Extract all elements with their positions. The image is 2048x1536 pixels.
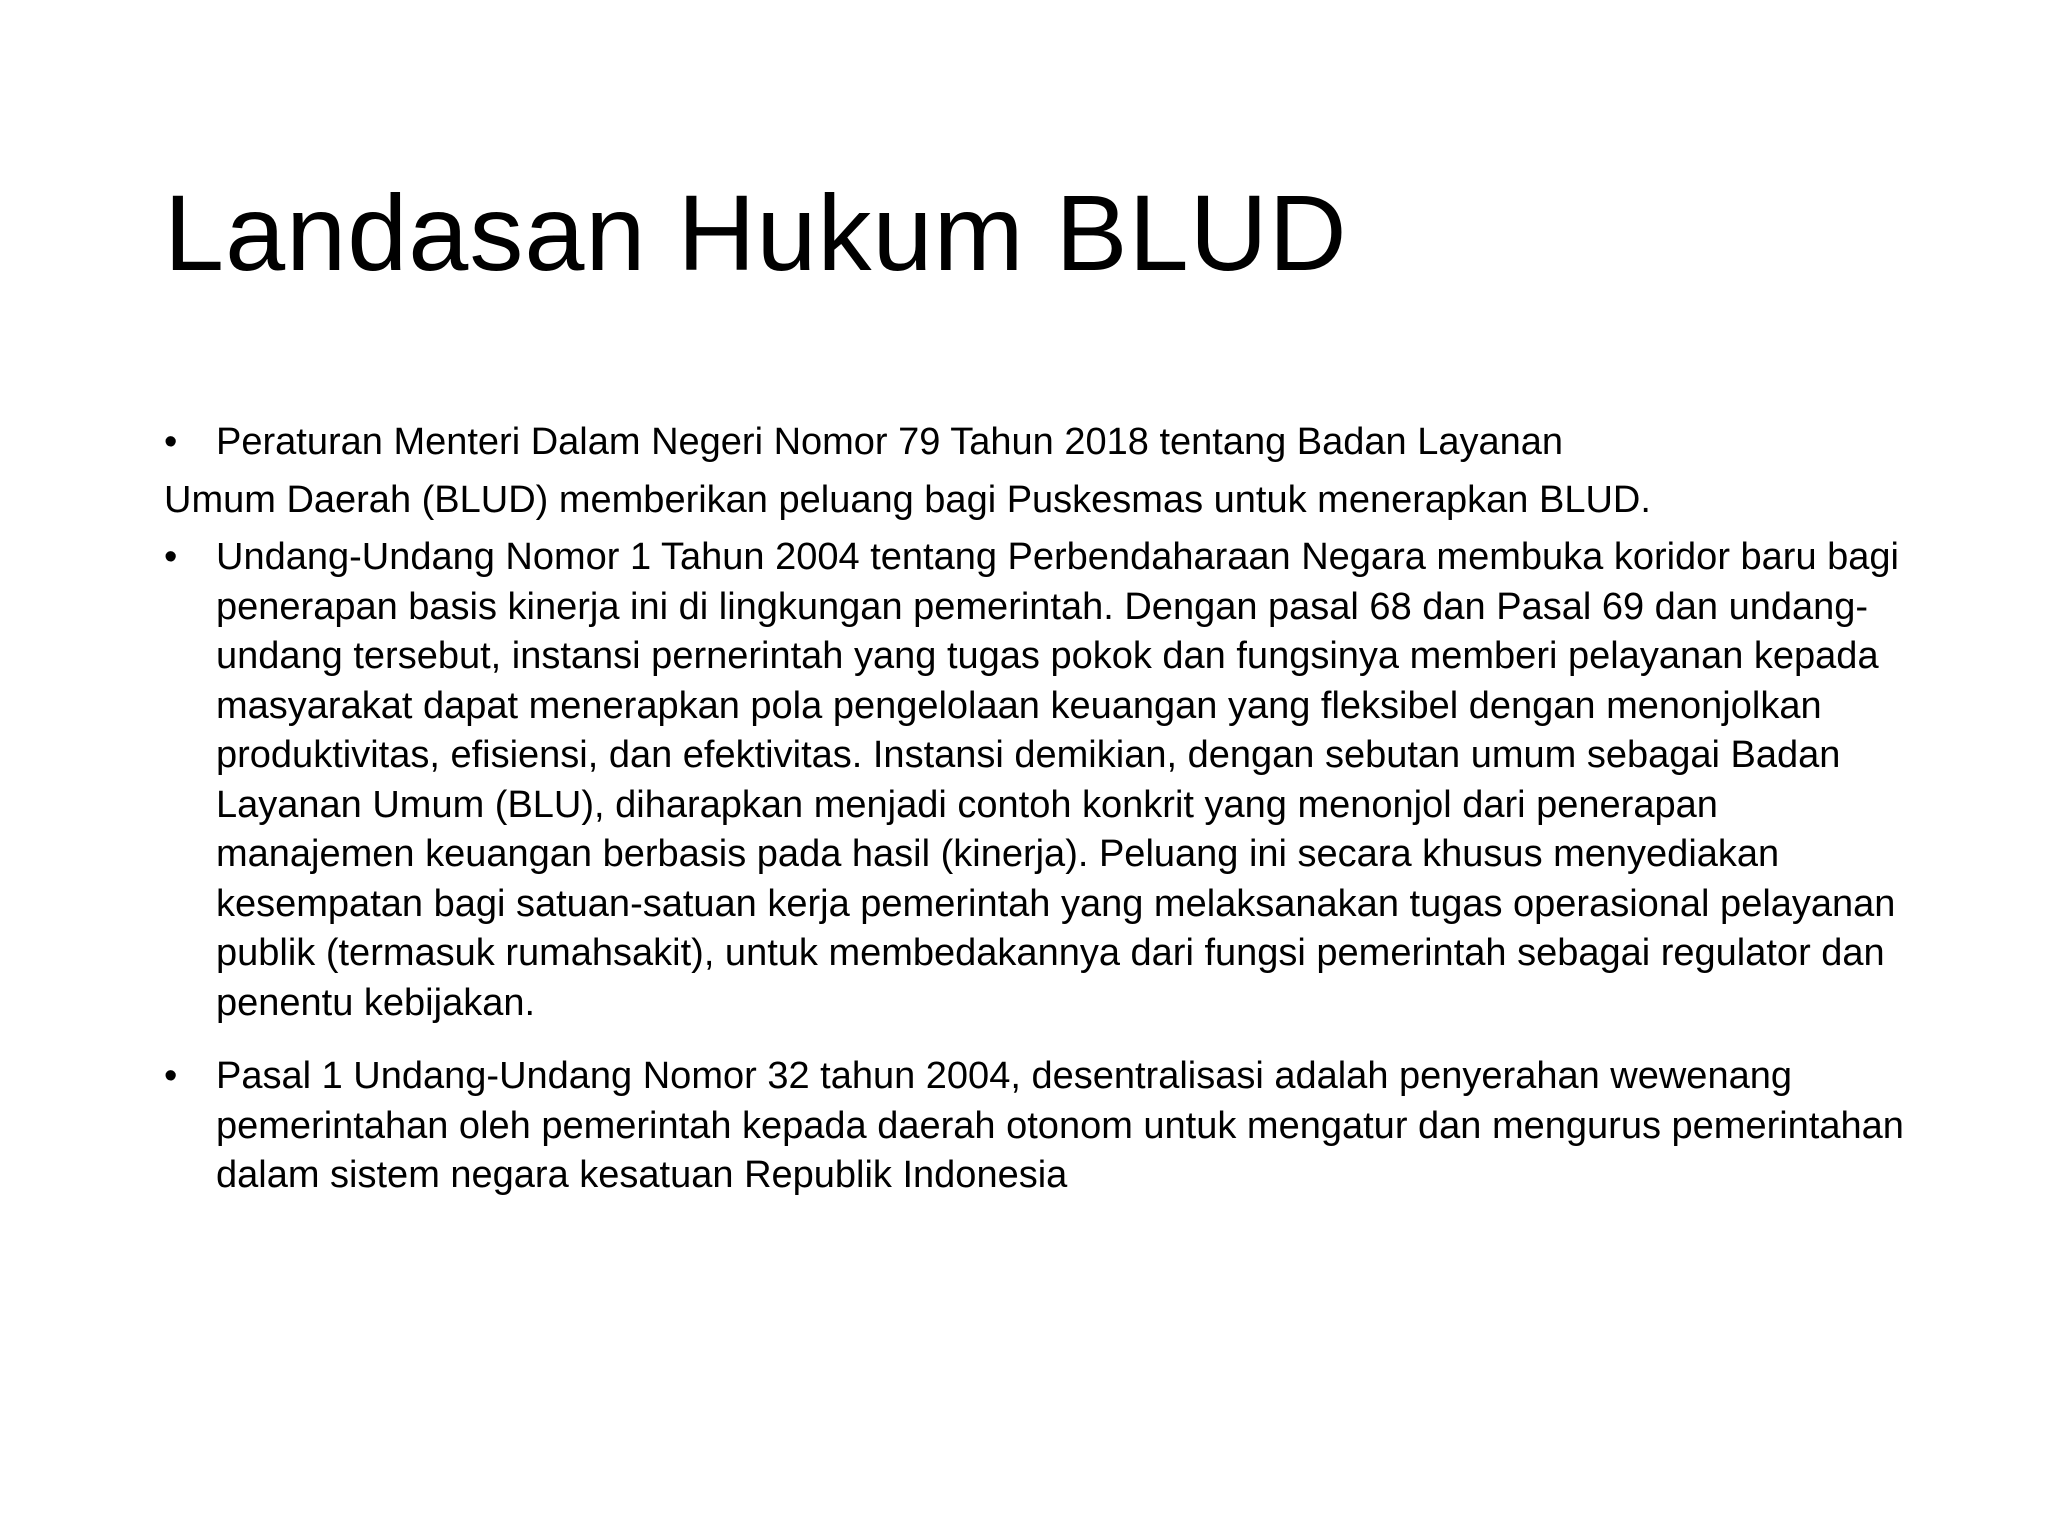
bullet-text: Peraturan Menteri Dalam Negeri Nomor 79 Tahun 2018 tentang Badan Layanan (216, 421, 1564, 463)
bullet-text: Pasal 1 Undang-Undang Nomor 32 tahun 2004, desentralisasi adalah penyerahan wewenang pemerintahan oleh pemerintah kepada daerah otonom untuk mengatur dan mengurus pemerintahan dalam sistem negara kesatuan Republik Indonesia (216, 1055, 1904, 1196)
bullet-dot: • (164, 1055, 178, 1097)
bullet-item (164, 1052, 1904, 1201)
bullet-dot: • (164, 536, 178, 578)
bullet-text: Undang-Undang Nomor 1 Tahun 2004 tentang Perbendaharaan Negara membuka koridor baru bagi penerapan basis kinerja ini di lingkungan pemerintah. Dengan pasal 68 dan Pasal 69 dan undang-undang tersebut, instansi pernerintah yang tugas pokok dan fungsinya memberi pelayanan kepada masyarakat dapat menerapkan pola pengelolaan keuangan yang fleksibel dengan menonjolkan produktivitas, efisiensi, dan efektivitas. Instansi demikian, dengan sebutan umum sebagai Badan Layanan Umum (BLU), diharapkan menjadi contoh konkrit yang menonjol dari penerapan manajemen keuangan berbasis pada hasil (kinerja). Peluang ini secara khusus menyediakan kesempatan bagi satuan-satuan kerja pemerintah yang melaksanakan tugas operasional pelayanan publik (termasuk rumahsakit), untuk membedakannya dari fungsi pemerintah sebagai regulator dan penentu kebijakan. (216, 536, 1899, 1024)
bullet-dot: • (164, 421, 178, 463)
slide-title: Landasan Hukum BLUD (164, 172, 1348, 293)
bullet-item (164, 418, 1904, 468)
continuation-paragraph: Umum Daerah (BLUD) memberikan peluang bagi Puskesmas untuk menerapkan BLUD. (164, 478, 1651, 521)
slide-body (164, 418, 1904, 1201)
bullet-item (164, 533, 1904, 1028)
